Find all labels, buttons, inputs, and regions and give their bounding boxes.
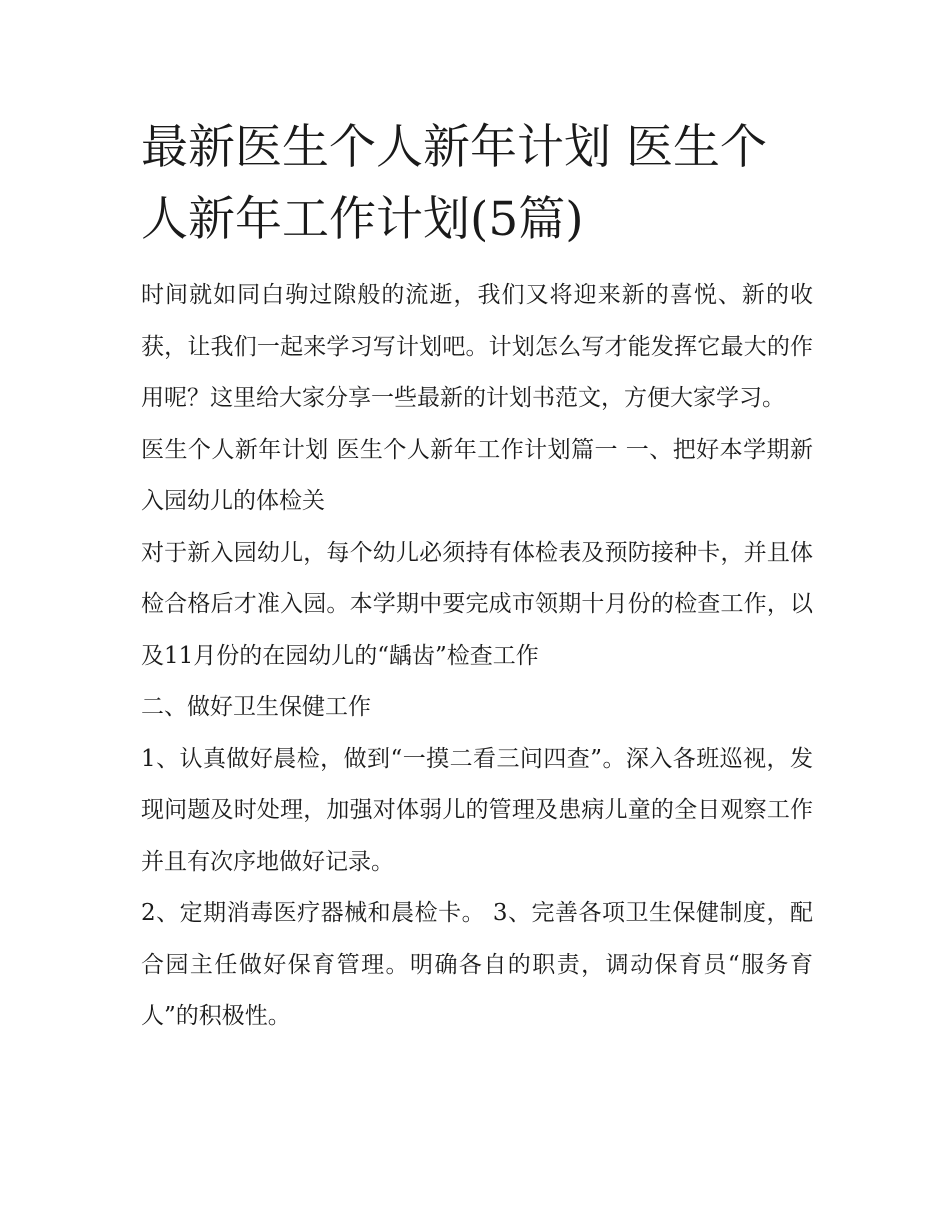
- intro-paragraph: 时间就如同白驹过隙般的流逝，我们又将迎来新的喜悦、新的收获，让我们一起来学习写计划吧。计划怎么写才能发挥它最大的作用呢？这里给大家分享一些最新的计划书范文，方便大家学习。: [141, 282, 813, 411]
- document-page: [141, 112, 813, 1043]
- section-one-body: 对于新入园幼儿，每个幼儿必须持有体检表及预防接种卡，并且体检合格后才准入园。本学期中要完成市领期十月份的检查工作，以及11月份的在园幼儿的“龋齿”检查工作: [141, 539, 813, 669]
- document-title: 最新医生个人新年计划 医生个人新年工作计划(5篇): [141, 120, 767, 247]
- section-two-item-2: 2、定期消毒医疗器械和晨检卡。 3、完善各项卫生保健制度，配合园主任做好保育管理。明确各自的职责，调动保育员“服务育人”的积极性。: [141, 900, 813, 1029]
- section-one-heading: 医生个人新年计划 医生个人新年工作计划篇一 一、把好本学期新入园幼儿的体检关: [141, 436, 813, 514]
- section-two-heading: 二、做好卫生保健工作: [141, 694, 371, 720]
- section-two-item-1: 1、认真做好晨检，做到“一摸二看三问四查”。深入各班巡视，发现问题及时处理，加强对体弱儿的管理及患病儿童的全日观察工作并且有次序地做好记录。: [141, 745, 813, 875]
